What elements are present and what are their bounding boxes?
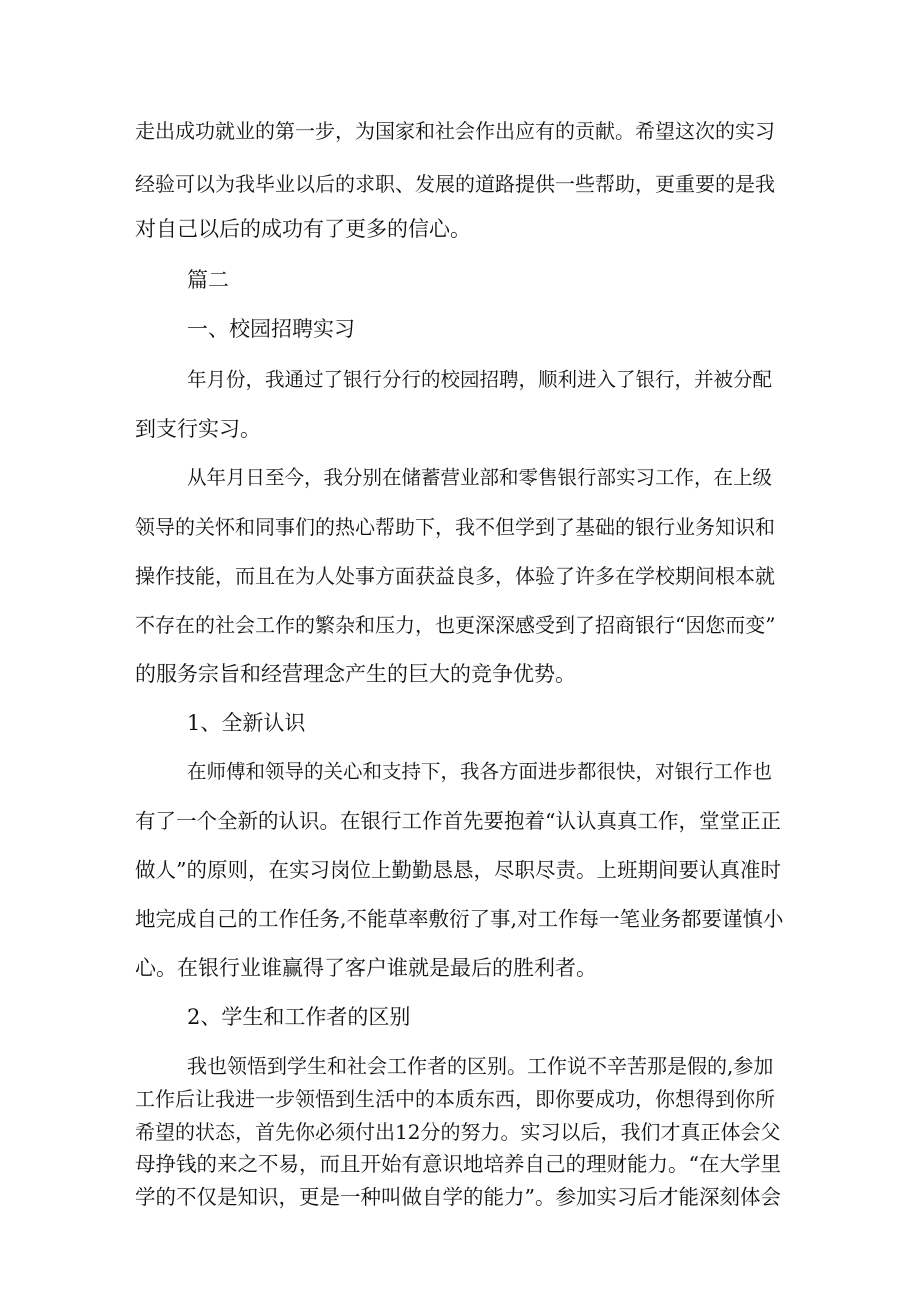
text-line <box>0 754 920 790</box>
paragraph-line: 地完成自己的工作任务,不能草率敷衍了事,对工作每一笔业务都要谨慎小 <box>135 907 784 931</box>
heading: 2、学生和工作者的区别 <box>187 1005 411 1029</box>
text-line <box>0 411 920 447</box>
paragraph-line: 学的不仅是知识，更是一种叫做自学的能力”。参加实习后才能深刻体会 <box>135 1185 781 1209</box>
text-line <box>0 656 920 692</box>
text-line <box>0 1146 920 1182</box>
paragraph-line: 到支行实习。 <box>135 417 261 441</box>
text-line <box>0 705 920 741</box>
paragraph-line: 的服务宗旨和经营理念产生的巨大的竞争优势。 <box>135 662 576 686</box>
text-line <box>0 950 920 986</box>
paragraph-line: 对自己以后的成功有了更多的信心。 <box>135 217 471 241</box>
text-line <box>0 211 920 247</box>
text-line <box>0 1179 920 1215</box>
text-line <box>0 901 920 937</box>
text-line <box>0 1081 920 1117</box>
paragraph-line: 经验可以为我毕业以后的求职、发展的道路提供一些帮助，更重要的是我 <box>135 172 775 196</box>
paragraph-line: 年月份，我通过了银行分行的校园招聘，顺利进入了银行，并被分配 <box>187 368 773 391</box>
text-line <box>0 262 920 298</box>
text-line <box>0 311 920 347</box>
paragraph-line: 母挣钱的来之不易，而且开始有意识地培养自己的理财能力。“在大学里 <box>135 1152 781 1176</box>
heading: 1、全新认识 <box>187 711 306 735</box>
text-line <box>0 1114 920 1150</box>
paragraph-line: 希望的状态，首先你必须付出12分的努力。实习以后，我们才真正体会父 <box>135 1120 781 1144</box>
text-line <box>0 362 920 398</box>
paragraph-line: 我也领悟到学生和社会工作者的区别。工作说不辛苦那是假的,参加 <box>187 1054 774 1078</box>
paragraph-line: 操作技能，而且在为人处事方面获益良多，体验了许多在学校期间根本就 <box>135 564 775 588</box>
text-line <box>0 166 920 202</box>
text-line <box>0 558 920 594</box>
paragraph-line: 不存在的社会工作的繁杂和压力，也更深深感受到了招商银行“因您而变” <box>135 613 776 637</box>
text-line <box>0 607 920 643</box>
section-title: 篇二 <box>187 268 229 292</box>
paragraph-line: 心。在银行业谁赢得了客户谁就是最后的胜利者。 <box>135 956 597 980</box>
text-line <box>0 803 920 839</box>
text-line <box>0 1048 920 1084</box>
paragraph-line: 走出成功就业的第一步，为国家和社会作出应有的贡献。希望这次的实习 <box>135 119 775 143</box>
paragraph-line: 工作后让我进一步领悟到生活中的本质东西，即你要成功，你想得到你所 <box>135 1087 775 1111</box>
text-line <box>0 852 920 888</box>
paragraph-line: 从年月日至今，我分别在储蓄营业部和零售银行部实习工作，在上级 <box>187 466 773 489</box>
paragraph-line: 做人”的原则，在实习岗位上勤勤恳恳，尽职尽责。上班期间要认真准时 <box>135 858 781 882</box>
heading: 一、校园招聘实习 <box>187 317 355 341</box>
text-line <box>0 509 920 545</box>
paragraph-line: 在师傅和领导的关心和支持下，我各方面进步都很快，对银行工作也 <box>187 760 773 783</box>
text-line <box>0 999 920 1035</box>
paragraph-line: 有了一个全新的认识。在银行工作首先要抱着“认认真真工作，堂堂正正 <box>135 809 781 833</box>
text-line <box>0 113 920 149</box>
paragraph-line: 领导的关怀和同事们的热心帮助下，我不但学到了基础的银行业务知识和 <box>135 515 775 539</box>
text-line <box>0 460 920 496</box>
